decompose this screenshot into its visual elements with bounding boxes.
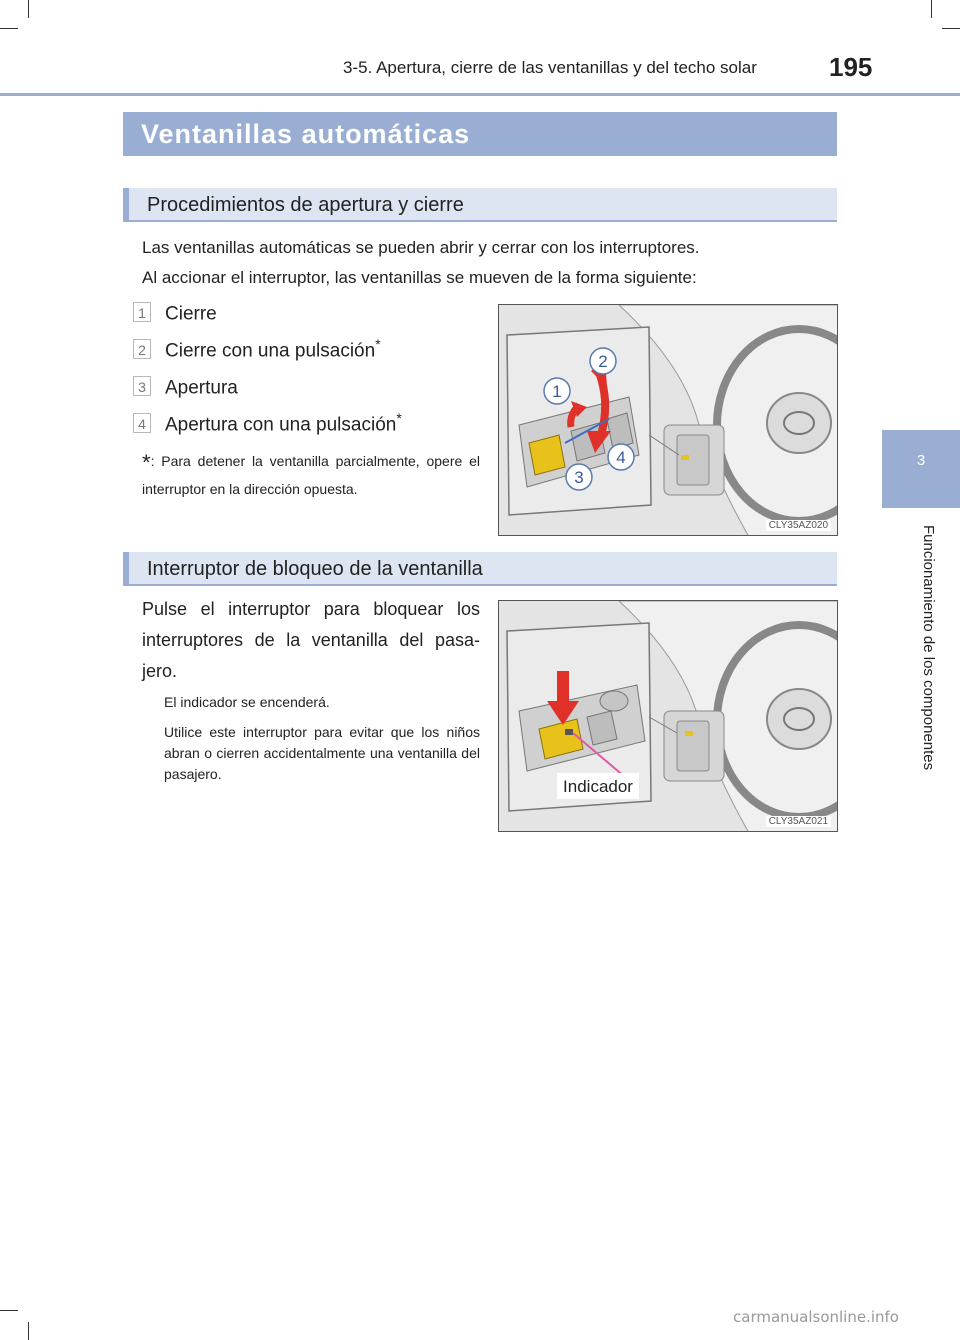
- callout-3: 3: [574, 468, 584, 487]
- header-rule: [0, 93, 960, 96]
- door-panel-illustration: [499, 601, 838, 832]
- crop-mark: [28, 0, 29, 18]
- page-number: 195: [829, 52, 873, 82]
- indicator-label: Indicador: [563, 777, 633, 796]
- page-title: Ventanillas automáticas: [123, 112, 837, 156]
- callout-1: 1: [552, 382, 562, 401]
- footnote-asterisk: *: [142, 450, 151, 475]
- asterisk: *: [375, 336, 381, 352]
- intro-line-1: Las ventanillas automáticas se pueden abrir y cerrar con los interruptores.: [142, 238, 700, 257]
- intro-line-2: Al accionar el interruptor, las ventanillas se mueven de la forma siguiente:: [142, 268, 697, 287]
- section-heading-open-close: Procedimientos de apertura y cierre: [123, 188, 837, 222]
- crop-mark: [0, 1310, 18, 1311]
- callout-2: 2: [598, 352, 608, 371]
- section-heading-window-lock: Interruptor de bloqueo de la ventanilla: [123, 552, 837, 586]
- item-number-badge: 4: [133, 413, 151, 433]
- chapter-tab: [882, 430, 960, 508]
- door-panel-illustration: [499, 305, 838, 536]
- footnote-text: : Para detener la ventanilla parcialmente, opere el interruptor en la dirección opuesta.: [142, 453, 480, 497]
- item-label: Apertura: [165, 377, 238, 399]
- window-switch-figure: [498, 304, 838, 536]
- chapter-number: 3: [916, 452, 926, 469]
- watermark: carmanualsonline.info: [733, 1308, 899, 1326]
- footnote: [142, 448, 480, 502]
- lock-switch-figure: [498, 600, 838, 832]
- crop-mark: [931, 0, 932, 18]
- callout-4: 4: [616, 448, 626, 467]
- lock-instruction: Pulse el interruptor para bloquear los interruptores de la ventanilla del pasa-jero.: [142, 599, 480, 681]
- section-header: 3-5. Apertura, cierre de las ventanillas y del techo solar: [343, 58, 757, 77]
- crop-mark: [942, 28, 960, 29]
- item-label: Apertura con una pulsación: [165, 414, 397, 436]
- item-number-badge: 3: [133, 376, 151, 396]
- crop-mark: [0, 28, 18, 29]
- crop-mark: [28, 1322, 29, 1340]
- chapter-title: Funcionamiento de los componentes: [920, 525, 937, 771]
- asterisk: *: [396, 410, 402, 426]
- item-label: Cierre: [165, 303, 217, 325]
- figure-code: CLY35AZ020: [766, 520, 831, 531]
- item-number-badge: 1: [133, 302, 151, 322]
- child-safety-note: Utilice este interruptor para evitar que los niños abran o cierren accidentalmente una ventanilla del pasajero.: [164, 724, 480, 782]
- indicator-note: El indicador se encenderá.: [164, 694, 330, 710]
- item-label: Cierre con una pulsación: [165, 340, 376, 362]
- item-number-badge: 2: [133, 339, 151, 359]
- figure-code: CLY35AZ021: [766, 816, 831, 827]
